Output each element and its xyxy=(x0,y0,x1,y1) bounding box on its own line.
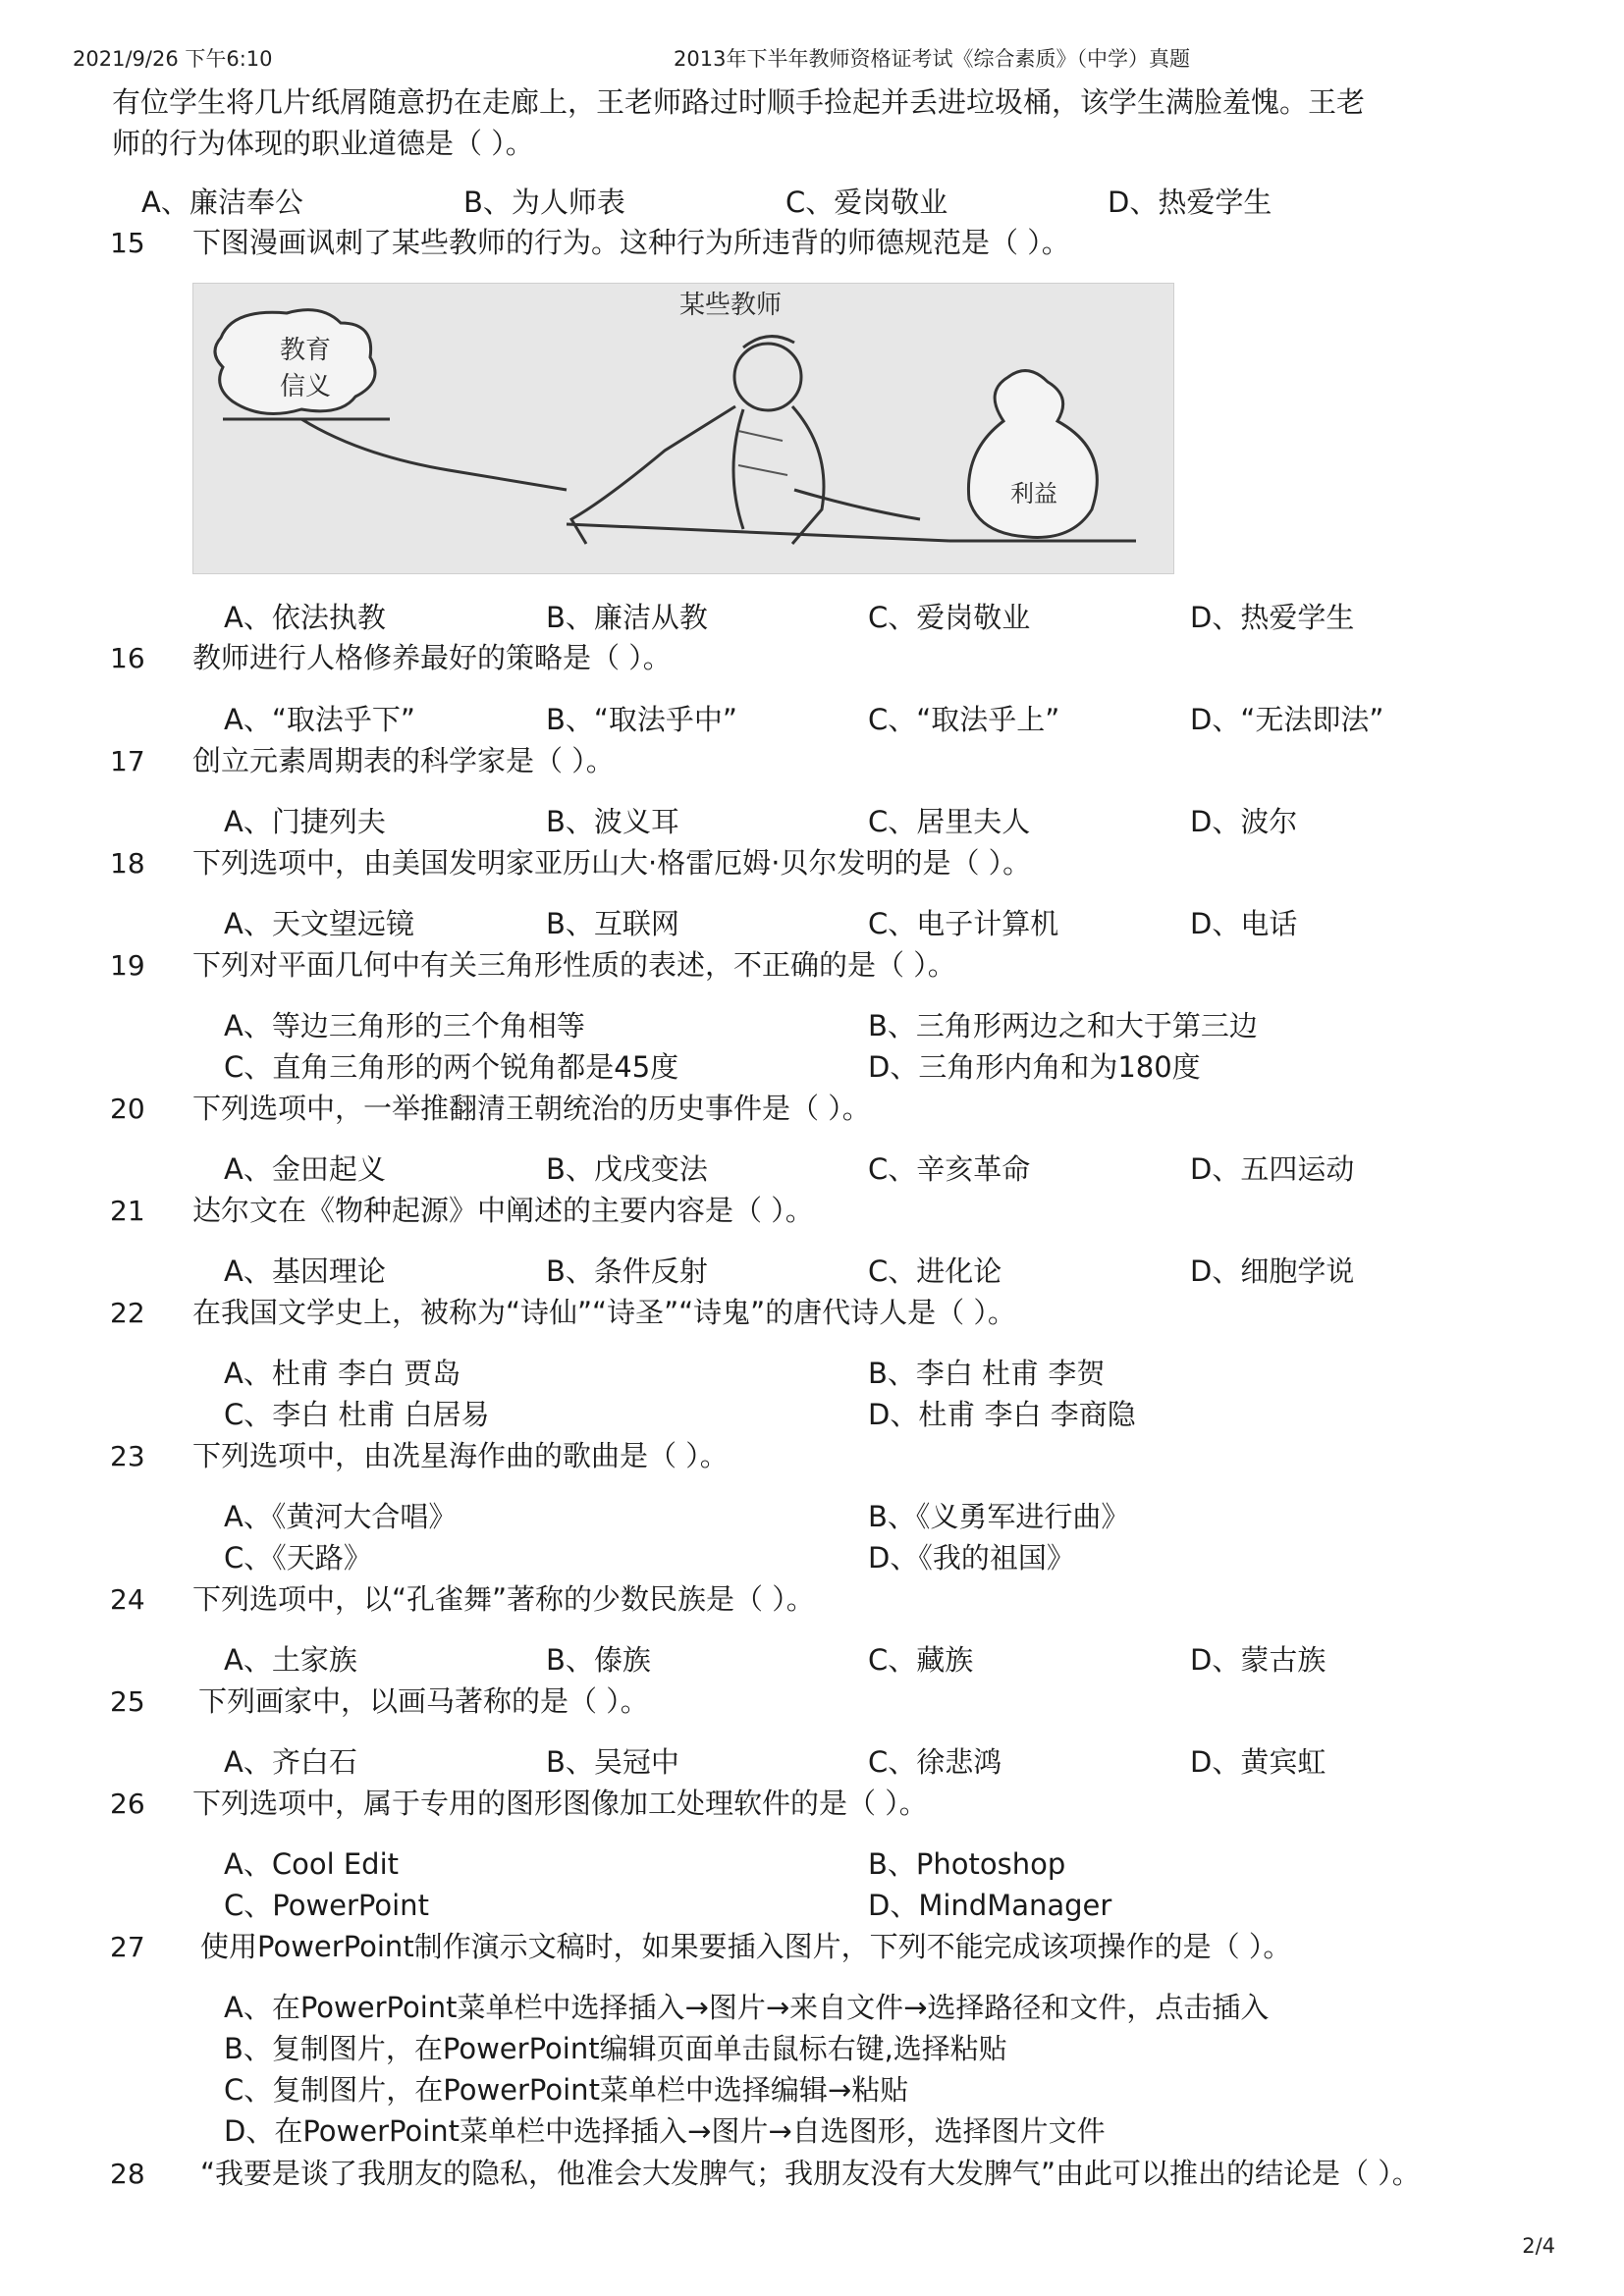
option-b: B、《义勇军进行曲》 xyxy=(868,1500,1130,1533)
option-a: A、基因理论 xyxy=(224,1255,386,1288)
question-number: 19 xyxy=(110,949,145,982)
document-title: 2013年下半年教师资格证考试《综合素质》（中学）真题 xyxy=(674,47,1190,71)
option-a: A、Cool Edit xyxy=(224,1847,400,1881)
option-d: D、细胞学说 xyxy=(1190,1255,1355,1288)
option-c: C、《天路》 xyxy=(224,1541,372,1575)
question-text: 有位学生将几片纸屑随意扔在走廊上，王老师路过时顺手捡起并丢进垃圾桶，该学生满脸羞愧。王老 xyxy=(112,85,1366,119)
question-number: 28 xyxy=(110,2158,145,2190)
option-a: A、天文望远镜 xyxy=(224,907,414,940)
option-a: A、杜甫 李白 贾岛 xyxy=(224,1357,461,1390)
print-datetime: 2021/9/26 下午6:10 xyxy=(73,47,273,71)
option-b: B、为人师表 xyxy=(463,186,625,219)
option-d: D、在PowerPoint菜单栏中选择插入→图片→自选图形，选择图片文件 xyxy=(224,2114,1106,2148)
satire-cartoon xyxy=(192,283,1174,574)
question-number: 21 xyxy=(110,1195,145,1227)
question-text: 下列选项中，由冼星海作曲的歌曲是（ ）。 xyxy=(192,1439,729,1472)
option-b: B、互联网 xyxy=(546,907,679,940)
question-number: 27 xyxy=(110,1931,145,1963)
option-a: A、齐白石 xyxy=(224,1745,357,1779)
question-number: 22 xyxy=(110,1297,145,1329)
option-a: A、等边三角形的三个角相等 xyxy=(224,1009,585,1042)
question-text: 下列选项中，一举推翻清王朝统治的历史事件是（ ）。 xyxy=(192,1092,871,1125)
question-number: 17 xyxy=(110,745,145,777)
option-d: D、热爱学生 xyxy=(1108,186,1272,219)
option-b: B、“取法乎中” xyxy=(546,703,737,736)
option-b: B、波义耳 xyxy=(546,805,679,838)
option-a: A、门捷列夫 xyxy=(224,805,386,838)
option-b: B、廉洁从教 xyxy=(546,601,708,634)
page-number: 2/4 xyxy=(1522,2234,1555,2258)
question-text: 下列画家中，以画马著称的是（ ）。 xyxy=(198,1684,649,1718)
question-number: 24 xyxy=(110,1583,145,1616)
question-number: 15 xyxy=(110,227,145,259)
option-b: B、三角形两边之和大于第三边 xyxy=(868,1009,1258,1042)
question-number: 26 xyxy=(110,1788,145,1820)
question-text: 在我国文学史上，被称为“诗仙”“诗圣”“诗鬼”的唐代诗人是（ ）。 xyxy=(192,1296,1016,1329)
option-b: B、李白 杜甫 李贺 xyxy=(868,1357,1106,1390)
question-text: 下列选项中，以“孔雀舞”著称的少数民族是（ ）。 xyxy=(192,1582,815,1616)
option-c: C、PowerPoint xyxy=(224,1889,429,1922)
option-a: A、“取法乎下” xyxy=(224,703,415,736)
question-number: 16 xyxy=(110,642,145,674)
option-d: D、三角形内角和为180度 xyxy=(868,1050,1201,1084)
question-number: 18 xyxy=(110,847,145,880)
question-text: 创立元素周期表的科学家是（ ）。 xyxy=(192,744,615,777)
question-text: “我要是谈了我朋友的隐私，他准会大发脾气；我朋友没有大发脾气”由此可以推出的结论是（ ）。 xyxy=(200,2157,1421,2190)
option-b: B、吴冠中 xyxy=(546,1745,679,1779)
question-text: 教师进行人格修养最好的策略是（ ）。 xyxy=(192,641,672,674)
option-d: D、黄宾虹 xyxy=(1190,1745,1326,1779)
option-c: C、李白 杜甫 白居易 xyxy=(224,1398,490,1431)
question-text: 师的行为体现的职业道德是（ ）。 xyxy=(112,127,534,160)
cartoon-caption: 某些教师 xyxy=(679,291,783,320)
cartoon-label-right: 利益 xyxy=(1010,480,1057,507)
question-number: 23 xyxy=(110,1440,145,1472)
option-c: C、直角三角形的两个锐角都是45度 xyxy=(224,1050,679,1084)
option-c: C、居里夫人 xyxy=(868,805,1031,838)
option-c: C、爱岗敬业 xyxy=(868,601,1031,634)
option-d: D、“无法即法” xyxy=(1190,703,1384,736)
option-c: C、藏族 xyxy=(868,1643,974,1677)
question-number: 20 xyxy=(110,1093,145,1125)
option-b: B、复制图片，在PowerPoint编辑页面单击鼠标右键,选择粘贴 xyxy=(224,2032,1007,2065)
question-text: 下列选项中，由美国发明家亚历山大·格雷厄姆·贝尔发明的是（ ）。 xyxy=(192,846,1032,880)
option-b: B、戊戌变法 xyxy=(546,1152,708,1186)
option-c: C、复制图片，在PowerPoint菜单栏中选择编辑→粘贴 xyxy=(224,2073,909,2107)
option-d: D、《我的祖国》 xyxy=(868,1541,1075,1575)
option-d: D、电话 xyxy=(1190,907,1298,940)
option-c: C、电子计算机 xyxy=(868,907,1059,940)
option-d: D、MindManager xyxy=(868,1889,1112,1922)
question-text: 下列选项中，属于专用的图形图像加工处理软件的是（ ）。 xyxy=(192,1787,928,1820)
option-d: D、五四运动 xyxy=(1190,1152,1355,1186)
cartoon-label-left-1: 教育 xyxy=(280,336,332,365)
option-c: C、徐悲鸿 xyxy=(868,1745,1002,1779)
option-c: C、辛亥革命 xyxy=(868,1152,1031,1186)
option-a: A、在PowerPoint菜单栏中选择插入→图片→来自文件→选择路径和文件，点击插入 xyxy=(224,1991,1270,2024)
question-number: 25 xyxy=(110,1685,145,1718)
option-a: A、廉洁奉公 xyxy=(141,186,303,219)
option-d: D、杜甫 李白 李商隐 xyxy=(868,1398,1136,1431)
option-d: D、热爱学生 xyxy=(1190,601,1355,634)
option-d: D、蒙古族 xyxy=(1190,1643,1326,1677)
question-text: 下图漫画讽刺了某些教师的行为。这种行为所违背的师德规范是（ ）。 xyxy=(192,226,1070,259)
option-d: D、波尔 xyxy=(1190,805,1298,838)
option-a: A、土家族 xyxy=(224,1643,357,1677)
option-c: C、爱岗敬业 xyxy=(785,186,948,219)
option-b: B、傣族 xyxy=(546,1643,651,1677)
option-a: A、依法执教 xyxy=(224,601,386,634)
option-a: A、《黄河大合唱》 xyxy=(224,1500,458,1533)
question-text: 达尔文在《物种起源》中阐述的主要内容是（ ）。 xyxy=(192,1194,814,1227)
option-b: B、Photoshop xyxy=(868,1847,1066,1881)
cartoon-label-left-2: 信义 xyxy=(280,372,332,401)
option-c: C、“取法乎上” xyxy=(868,703,1060,736)
option-a: A、金田起义 xyxy=(224,1152,386,1186)
question-text: 下列对平面几何中有关三角形性质的表述，不正确的是（ ）。 xyxy=(192,948,956,982)
option-c: C、进化论 xyxy=(868,1255,1002,1288)
question-text: 使用PowerPoint制作演示文稿时，如果要插入图片，下列不能完成该项操作的是（ ）。 xyxy=(200,1930,1292,1963)
option-b: B、条件反射 xyxy=(546,1255,708,1288)
